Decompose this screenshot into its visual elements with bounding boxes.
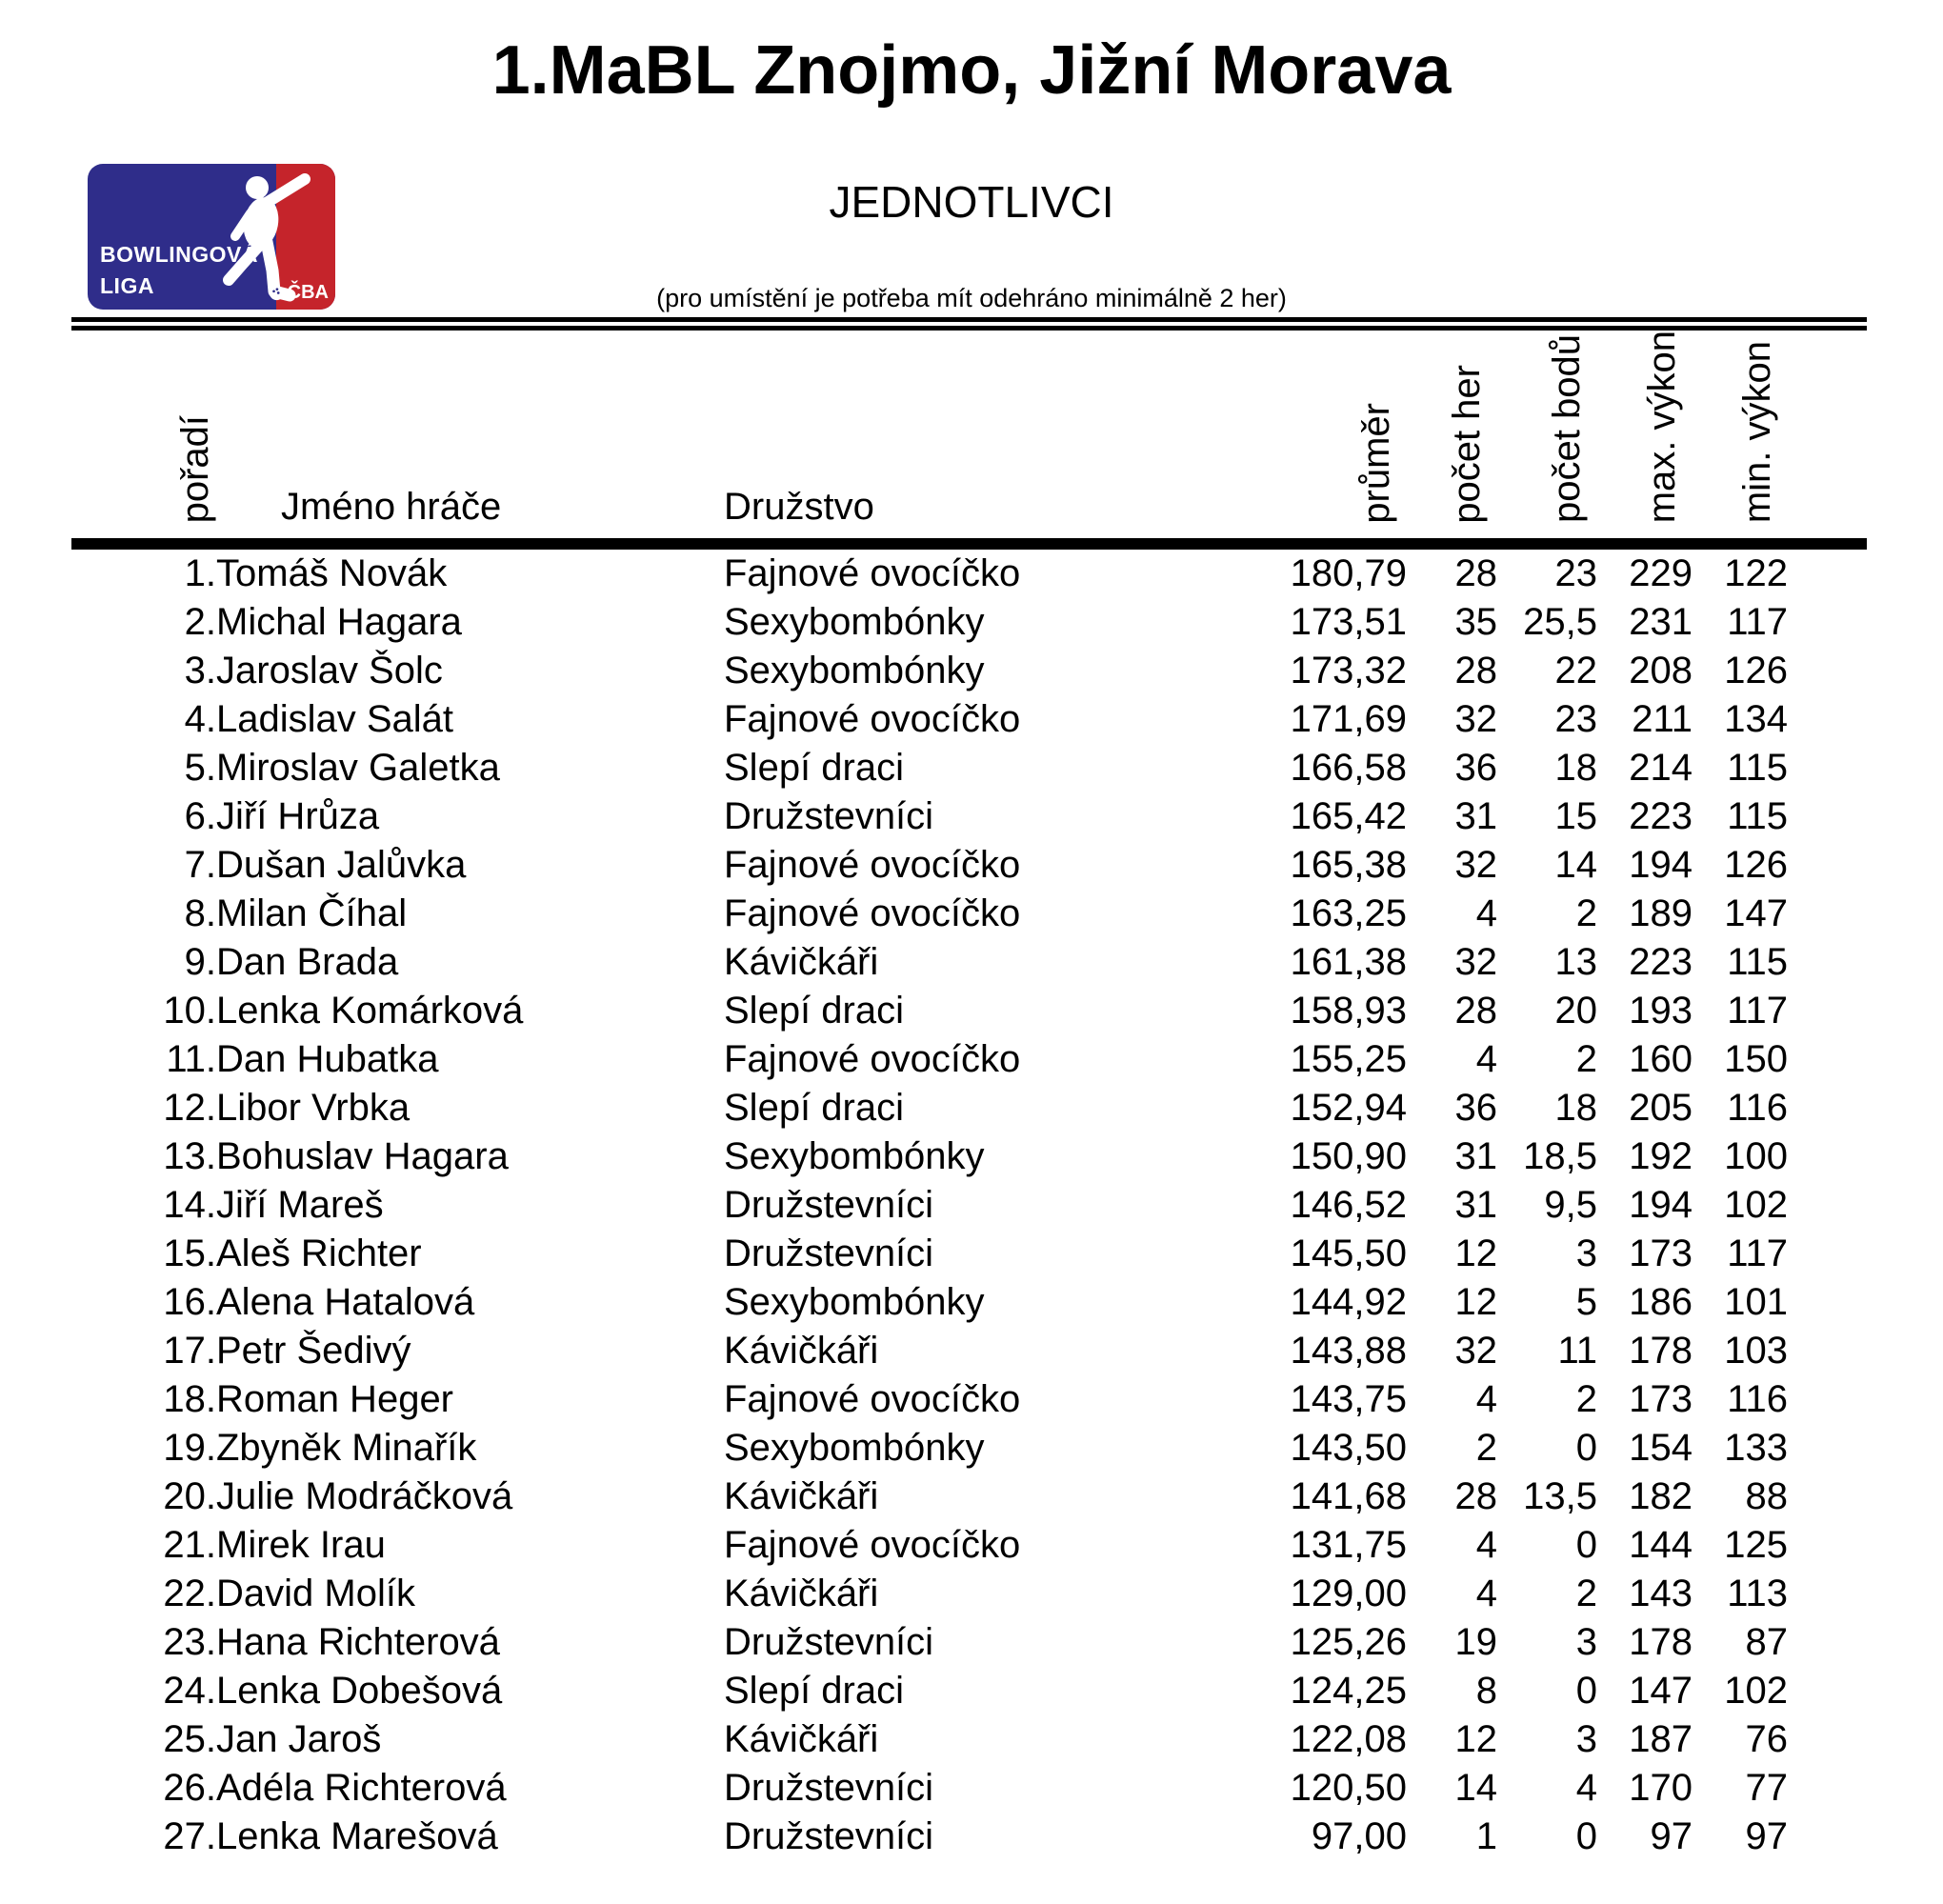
cell-spacer — [1788, 1035, 1867, 1084]
cell-player-name: Adéla Richterová — [216, 1767, 507, 1810]
cell-average: 143,88 — [1290, 1330, 1407, 1373]
cell-min: 76 — [1745, 1718, 1788, 1761]
cell-spacer — [1788, 1473, 1867, 1521]
cell-games: 1 — [1475, 1815, 1497, 1858]
cell-spacer — [1788, 841, 1867, 890]
cell-player-name: Libor Vrbka — [216, 1087, 411, 1130]
cell-games: 28 — [1454, 650, 1497, 692]
cell-spacer — [1788, 1084, 1867, 1132]
cell-rank: 15. — [163, 1233, 216, 1275]
cell-team: Družstevníci — [724, 795, 934, 838]
cell-max: 193 — [1629, 990, 1693, 1032]
cell-points: 18 — [1554, 1087, 1597, 1130]
cell-games: 28 — [1454, 1475, 1497, 1518]
cell-min: 100 — [1724, 1135, 1788, 1178]
cell-max: 182 — [1629, 1475, 1693, 1518]
cell-player-name: Dušan Jalůvka — [216, 844, 467, 887]
cell-max: 189 — [1629, 892, 1693, 935]
cell-player-name: David Molík — [216, 1573, 415, 1615]
cell-points: 4 — [1575, 1767, 1597, 1810]
cell-player-name: Mirek Irau — [216, 1524, 386, 1567]
cell-points: 2 — [1575, 1378, 1597, 1421]
cell-spacer — [1788, 1521, 1867, 1570]
cell-games: 19 — [1454, 1621, 1497, 1664]
cell-min: 116 — [1727, 1378, 1788, 1421]
cell-min: 122 — [1724, 552, 1788, 595]
cell-games: 12 — [1454, 1718, 1497, 1761]
cell-games: 31 — [1454, 795, 1497, 838]
cell-player-name: Jan Jaroš — [216, 1718, 382, 1761]
cell-max: 214 — [1629, 747, 1693, 790]
cell-team: Družstevníci — [724, 1233, 934, 1275]
cell-rank: 6. — [184, 795, 216, 838]
cell-max: 178 — [1629, 1330, 1693, 1373]
cell-average: 125,26 — [1290, 1621, 1407, 1664]
cell-min: 87 — [1745, 1621, 1788, 1664]
cell-rank: 4. — [184, 698, 216, 741]
cell-rank: 9. — [184, 941, 216, 984]
cell-points: 3 — [1575, 1621, 1597, 1664]
header-row — [71, 331, 1867, 544]
cell-rank: 19. — [163, 1427, 216, 1470]
cell-rank: 16. — [163, 1281, 216, 1324]
cell-team: Slepí draci — [724, 990, 904, 1032]
cell-average: 165,38 — [1290, 844, 1407, 887]
cell-rank: 23. — [163, 1621, 216, 1664]
table-row — [71, 1084, 1867, 1132]
cell-spacer — [1788, 1570, 1867, 1618]
cell-max: 186 — [1629, 1281, 1693, 1324]
cell-games: 12 — [1454, 1233, 1497, 1275]
column-header-min: min. výkon — [1736, 341, 1778, 524]
cell-points: 18 — [1554, 747, 1597, 790]
cell-points: 0 — [1575, 1815, 1597, 1858]
cell-rank: 10. — [163, 990, 216, 1032]
cell-team: Fajnové ovocíčko — [724, 698, 1021, 741]
cell-max: 223 — [1629, 941, 1693, 984]
cell-min: 115 — [1727, 747, 1788, 790]
cell-games: 35 — [1454, 601, 1497, 644]
table-row — [71, 1375, 1867, 1424]
cell-points: 23 — [1554, 552, 1597, 595]
cell-team: Fajnové ovocíčko — [724, 1378, 1021, 1421]
cell-team: Sexybombónky — [724, 650, 985, 692]
cell-max: 154 — [1629, 1427, 1693, 1470]
cell-average: 180,79 — [1290, 552, 1407, 595]
cell-spacer — [1788, 1132, 1867, 1181]
cell-player-name: Tomáš Novák — [216, 552, 448, 595]
cell-games: 12 — [1454, 1281, 1497, 1324]
cell-team: Družstevníci — [724, 1767, 934, 1810]
cell-rank: 22. — [163, 1573, 216, 1615]
cell-spacer — [1788, 987, 1867, 1035]
cell-team: Kávičkáři — [724, 1475, 879, 1518]
column-header-max: max. výkon — [1641, 331, 1683, 524]
cell-rank: 1. — [184, 552, 216, 595]
cell-player-name: Zbyněk Minařík — [216, 1427, 477, 1470]
cell-max: 194 — [1629, 1184, 1693, 1227]
cell-min: 115 — [1727, 941, 1788, 984]
cell-points: 11 — [1557, 1330, 1597, 1373]
cell-points: 18,5 — [1523, 1135, 1597, 1178]
cell-spacer — [1788, 1813, 1867, 1861]
cell-max: 194 — [1629, 844, 1693, 887]
cell-points: 3 — [1575, 1718, 1597, 1761]
cell-points: 0 — [1575, 1427, 1597, 1470]
cell-team: Družstevníci — [724, 1621, 934, 1664]
standings-table-body — [71, 544, 1867, 1861]
cell-points: 2 — [1575, 1573, 1597, 1615]
column-header-points: počet bodů — [1546, 334, 1588, 524]
cell-spacer — [1788, 1230, 1867, 1278]
standings-table — [71, 331, 1867, 1861]
cell-player-name: Lenka Komárková — [216, 990, 524, 1032]
table-row — [71, 744, 1867, 792]
cell-max: 178 — [1629, 1621, 1693, 1664]
cell-points: 3 — [1575, 1233, 1597, 1275]
cell-rank: 21. — [163, 1524, 216, 1567]
cell-rank: 8. — [184, 892, 216, 935]
cell-min: 126 — [1724, 650, 1788, 692]
cell-player-name: Dan Hubatka — [216, 1038, 439, 1081]
column-header-team: Družstvo — [724, 486, 874, 529]
cell-team: Fajnové ovocíčko — [724, 1038, 1021, 1081]
table-row — [71, 1327, 1867, 1375]
cell-team: Fajnové ovocíčko — [724, 552, 1021, 595]
table-row — [71, 987, 1867, 1035]
cell-team: Kávičkáři — [724, 1718, 879, 1761]
cell-games: 28 — [1454, 552, 1497, 595]
cba-badge — [269, 282, 329, 304]
cell-min: 103 — [1724, 1330, 1788, 1373]
cell-games: 32 — [1454, 844, 1497, 887]
column-header-average: průměr — [1355, 402, 1397, 524]
cell-rank: 3. — [184, 650, 216, 692]
cell-spacer — [1788, 544, 1867, 598]
cell-max: 187 — [1629, 1718, 1693, 1761]
table-row — [71, 598, 1867, 647]
cell-min: 117 — [1727, 1233, 1788, 1275]
cell-games: 32 — [1454, 1330, 1497, 1373]
cell-games: 4 — [1475, 1524, 1497, 1567]
cell-average: 141,68 — [1290, 1475, 1407, 1518]
bowling-ball-icon — [269, 285, 285, 301]
table-row — [71, 1035, 1867, 1084]
cell-points: 25,5 — [1523, 601, 1597, 644]
cell-player-name: Dan Brada — [216, 941, 399, 984]
cell-player-name: Roman Heger — [216, 1378, 454, 1421]
cell-team: Slepí draci — [724, 1087, 904, 1130]
league-logo — [88, 164, 335, 310]
cell-games: 32 — [1454, 941, 1497, 984]
cell-average: 173,51 — [1290, 601, 1407, 644]
cell-player-name: Milan Číhal — [216, 892, 408, 935]
cell-average: 165,42 — [1290, 795, 1407, 838]
cell-average: 120,50 — [1290, 1767, 1407, 1810]
cell-rank: 2. — [184, 601, 216, 644]
cell-min: 88 — [1745, 1475, 1788, 1518]
cell-average: 143,75 — [1290, 1378, 1407, 1421]
cell-spacer — [1788, 744, 1867, 792]
cell-rank: 14. — [163, 1184, 216, 1227]
cell-team: Fajnové ovocíčko — [724, 892, 1021, 935]
cell-min: 102 — [1724, 1184, 1788, 1227]
cell-spacer — [1788, 938, 1867, 987]
cell-games: 8 — [1475, 1670, 1497, 1713]
cell-player-name: Hana Richterová — [216, 1621, 500, 1664]
cell-max: 147 — [1629, 1670, 1693, 1713]
header-rule-double — [71, 317, 1867, 331]
cell-games: 4 — [1475, 1573, 1497, 1615]
cell-rank: 5. — [184, 747, 216, 790]
cell-player-name: Jiří Hrůza — [216, 795, 380, 838]
cell-max: 231 — [1629, 601, 1693, 644]
cell-team: Sexybombónky — [724, 1427, 985, 1470]
page-subtitle: JEDNOTLIVCI — [829, 177, 1114, 227]
table-row — [71, 1813, 1867, 1861]
table-row — [71, 1521, 1867, 1570]
cell-min: 101 — [1724, 1281, 1788, 1324]
cell-spacer — [1788, 1618, 1867, 1667]
cell-average: 97,00 — [1311, 1815, 1407, 1858]
column-header-rank: pořadí — [174, 414, 216, 524]
cell-team: Slepí draci — [724, 747, 904, 790]
cell-min: 117 — [1727, 601, 1788, 644]
qualification-note: (pro umístění je potřeba mít odehráno minimálně 2 her) — [656, 284, 1287, 312]
cell-max: 143 — [1629, 1573, 1693, 1615]
cell-points: 0 — [1575, 1524, 1597, 1567]
cell-player-name: Jiří Mareš — [216, 1184, 384, 1227]
cell-average: 161,38 — [1290, 941, 1407, 984]
cell-games: 4 — [1475, 892, 1497, 935]
cell-player-name: Bohuslav Hagara — [216, 1135, 509, 1178]
column-header-spacer — [1788, 331, 1867, 544]
cell-average: 158,93 — [1290, 990, 1407, 1032]
cell-team: Fajnové ovocíčko — [724, 1524, 1021, 1567]
cell-games: 4 — [1475, 1378, 1497, 1421]
cell-min: 116 — [1727, 1087, 1788, 1130]
cell-min: 125 — [1724, 1524, 1788, 1567]
cell-points: 13,5 — [1523, 1475, 1597, 1518]
column-header-games: počet her — [1446, 364, 1488, 524]
cell-max: 160 — [1629, 1038, 1693, 1081]
cell-games: 31 — [1454, 1184, 1497, 1227]
table-row — [71, 1667, 1867, 1715]
cell-spacer — [1788, 890, 1867, 938]
cell-player-name: Julie Modráčková — [216, 1475, 513, 1518]
cell-average: 145,50 — [1290, 1233, 1407, 1275]
cell-min: 126 — [1724, 844, 1788, 887]
cell-points: 22 — [1554, 650, 1597, 692]
cell-games: 36 — [1454, 1087, 1497, 1130]
cell-player-name: Miroslav Galetka — [216, 747, 500, 790]
cell-max: 208 — [1629, 650, 1693, 692]
cell-points: 13 — [1554, 941, 1597, 984]
page-title: 1.MaBL Znojmo, Jižní Morava — [491, 32, 1452, 109]
cell-spacer — [1788, 1278, 1867, 1327]
table-row — [71, 1132, 1867, 1181]
cell-spacer — [1788, 647, 1867, 695]
cell-rank: 26. — [163, 1767, 216, 1810]
cell-games: 36 — [1454, 747, 1497, 790]
table-row — [71, 841, 1867, 890]
cell-rank: 25. — [163, 1718, 216, 1761]
cell-spacer — [1788, 1375, 1867, 1424]
cell-team: Sexybombónky — [724, 1281, 985, 1324]
cell-team: Kávičkáři — [724, 1573, 879, 1615]
cell-team: Kávičkáři — [724, 1330, 879, 1373]
cell-spacer — [1788, 792, 1867, 841]
table-row — [71, 544, 1867, 598]
cell-average: 143,50 — [1290, 1427, 1407, 1470]
cell-points: 0 — [1575, 1670, 1597, 1713]
cba-badge-label: ČBA — [287, 282, 329, 303]
cell-average: 144,92 — [1290, 1281, 1407, 1324]
cell-games: 4 — [1475, 1038, 1497, 1081]
cell-points: 2 — [1575, 892, 1597, 935]
cell-points: 5 — [1575, 1281, 1597, 1324]
cell-min: 134 — [1724, 698, 1788, 741]
logo-text-line2: LIGA — [100, 273, 154, 298]
cell-team: Kávičkáři — [724, 941, 879, 984]
cell-rank: 13. — [163, 1135, 216, 1178]
table-row — [71, 695, 1867, 744]
table-row — [71, 1715, 1867, 1764]
table-row — [71, 1570, 1867, 1618]
cell-min: 97 — [1745, 1815, 1788, 1858]
cell-points: 20 — [1554, 990, 1597, 1032]
cell-max: 211 — [1632, 698, 1693, 741]
cell-games: 31 — [1454, 1135, 1497, 1178]
cell-rank: 12. — [163, 1087, 216, 1130]
cell-team: Sexybombónky — [724, 601, 985, 644]
cell-points: 9,5 — [1544, 1184, 1597, 1227]
table-row — [71, 1764, 1867, 1813]
table-row — [71, 1618, 1867, 1667]
cell-average: 173,32 — [1290, 650, 1407, 692]
cell-games: 2 — [1475, 1427, 1497, 1470]
table-row — [71, 890, 1867, 938]
cell-team: Družstevníci — [724, 1815, 934, 1858]
cell-max: 205 — [1629, 1087, 1693, 1130]
cell-max: 144 — [1629, 1524, 1693, 1567]
cell-team: Družstevníci — [724, 1184, 934, 1227]
cell-max: 192 — [1629, 1135, 1693, 1178]
table-row — [71, 792, 1867, 841]
cell-min: 115 — [1727, 795, 1788, 838]
cell-average: 146,52 — [1290, 1184, 1407, 1227]
cell-rank: 11. — [166, 1038, 216, 1081]
cell-team: Sexybombónky — [724, 1135, 985, 1178]
cell-player-name: Petr Šedivý — [216, 1330, 411, 1373]
cell-max: 173 — [1629, 1378, 1693, 1421]
cell-rank: 24. — [163, 1670, 216, 1713]
cell-points: 14 — [1554, 844, 1597, 887]
cell-spacer — [1788, 1424, 1867, 1473]
table-row — [71, 1473, 1867, 1521]
cell-average: 155,25 — [1290, 1038, 1407, 1081]
cell-player-name: Ladislav Salát — [216, 698, 454, 741]
cell-player-name: Jaroslav Šolc — [216, 650, 443, 692]
cell-average: 152,94 — [1290, 1087, 1407, 1130]
cell-spacer — [1788, 1667, 1867, 1715]
cell-min: 133 — [1724, 1427, 1788, 1470]
cell-max: 229 — [1629, 552, 1693, 595]
cell-average: 166,58 — [1290, 747, 1407, 790]
cell-average: 150,90 — [1290, 1135, 1407, 1178]
cell-games: 28 — [1454, 990, 1497, 1032]
cell-player-name: Michal Hagara — [216, 601, 462, 644]
table-row — [71, 1278, 1867, 1327]
cell-points: 23 — [1554, 698, 1597, 741]
cell-player-name: Aleš Richter — [216, 1233, 422, 1275]
cell-max: 173 — [1629, 1233, 1693, 1275]
cell-rank: 17. — [163, 1330, 216, 1373]
cell-player-name: Lenka Dobešová — [216, 1670, 503, 1713]
table-row — [71, 647, 1867, 695]
cell-min: 102 — [1724, 1670, 1788, 1713]
cell-average: 124,25 — [1290, 1670, 1407, 1713]
cell-max: 223 — [1629, 795, 1693, 838]
column-header-name: Jméno hráče — [281, 486, 502, 529]
cell-min: 113 — [1727, 1573, 1788, 1615]
cell-min: 117 — [1727, 990, 1788, 1032]
cell-average: 129,00 — [1290, 1573, 1407, 1615]
logo-text-line1: BOWLINGOVÁ — [100, 242, 258, 267]
cell-rank: 20. — [163, 1475, 216, 1518]
cell-player-name: Alena Hatalová — [216, 1281, 475, 1324]
table-row — [71, 1424, 1867, 1473]
cell-max: 97 — [1650, 1815, 1693, 1858]
cell-rank: 18. — [163, 1378, 216, 1421]
cell-player-name: Lenka Marešová — [216, 1815, 498, 1858]
cell-spacer — [1788, 695, 1867, 744]
cell-max: 170 — [1629, 1767, 1693, 1810]
cell-spacer — [1788, 1181, 1867, 1230]
cell-games: 14 — [1454, 1767, 1497, 1810]
cell-rank: 27. — [163, 1815, 216, 1858]
table-row — [71, 1181, 1867, 1230]
cell-points: 15 — [1554, 795, 1597, 838]
cell-team: Fajnové ovocíčko — [724, 844, 1021, 887]
cell-min: 150 — [1724, 1038, 1788, 1081]
table-row — [71, 938, 1867, 987]
cell-spacer — [1788, 1764, 1867, 1813]
cell-rank: 7. — [184, 844, 216, 887]
cell-average: 163,25 — [1290, 892, 1407, 935]
cell-min: 147 — [1724, 892, 1788, 935]
cell-average: 171,69 — [1290, 698, 1407, 741]
cell-games: 32 — [1454, 698, 1497, 741]
cell-spacer — [1788, 1715, 1867, 1764]
cell-min: 77 — [1745, 1767, 1788, 1810]
cell-spacer — [1788, 1327, 1867, 1375]
table-row — [71, 1230, 1867, 1278]
cell-average: 131,75 — [1290, 1524, 1407, 1567]
cell-team: Slepí draci — [724, 1670, 904, 1713]
cell-points: 2 — [1575, 1038, 1597, 1081]
cell-average: 122,08 — [1290, 1718, 1407, 1761]
cell-spacer — [1788, 598, 1867, 647]
